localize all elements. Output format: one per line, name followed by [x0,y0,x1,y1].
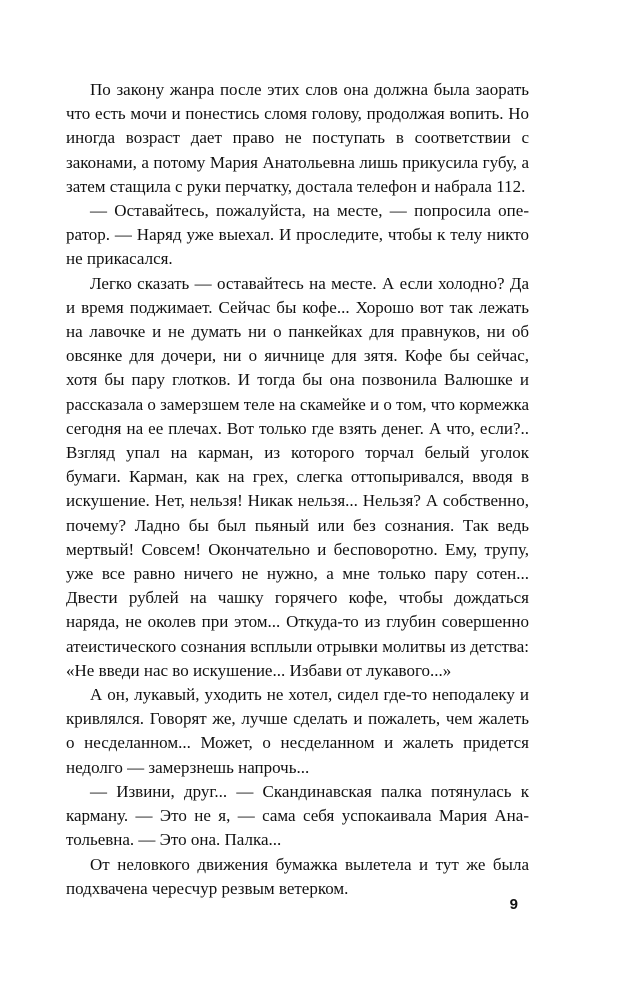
page-text [66,78,529,901]
page-number: 9 [509,896,518,913]
paragraph-1: По закону жанра после этих слов она должна была заорать что есть мочи и понестись сломя голову, продолжая вопить. Но иногда возраст дает право не поступать в соответствии с законами, а потому Мария Анатольевна лишь прикусила губу, а затем стащила с руки перчатку, достала телефон и набрала 112. [66,80,529,196]
paragraph-3: Легко сказать — оставайтесь на месте. А если холодно? Да и время поджимает. Сейчас бы кофе... Хорошо вот так лежать на лавочке и не думать ни о панкейках для правнуков, ни об овсянке для дочери, ни о яичнице для зятя. Кофе бы сейчас, хотя бы пару глотков. И тогда бы она позвонила Валюшке и рассказала о замерзшем теле на скамейке и о том, что кормежка сегодня на ее плечах. Вот только где взять денег. А что, если?.. Взгляд упал на карман, из которого торчал белый уголок бумаги. Карман, как на грех, слегка оттопыривался, вводя в искушение. Нет, нельзя! Никак нельзя... Нельзя? А собственно, почему? Ладно бы был пьяный или без сознания. Так ведь мертвый! Совсем! Окончательно и бесповоротно. Ему, трупу, уже все равно ничего не нужно, а мне только пару сотен... Двести рублей на чашку горячего кофе, чтобы дождаться наряда, не околев при этом... Откуда-то из глубин совершенно атеистического сознания всплыли отрывки молитвы из детства: «Не введи нас во искушение... Избави от лукавого...» [66,273,530,680]
paragraph-4: А он, лукавый, уходить не хотел, сидел где-то неподалеку и кривлялся. Говорят же, лучше сделать и пожалеть, чем жалеть о несделанном... Может, о несделанном и жалеть придется недолго — замерзнешь напрочь... [66,685,529,777]
paragraph-2: — Оставайтесь, пожалуйста, на месте, — попросила оператор. — Наряд уже выехал. И проследите, чтобы к телу никто не прикасался. [66,201,529,269]
paragraph-6: От неловкого движения бумажка вылетела и тут же была подхвачена чересчур резвым ветерком. [66,854,529,898]
paragraph-5: — Извини, друг... — Скандинавская палка потянулась к карману. — Это не я, — сама себя успокаивала Мария Анатольевна. — Это она. Палка... [66,781,529,850]
